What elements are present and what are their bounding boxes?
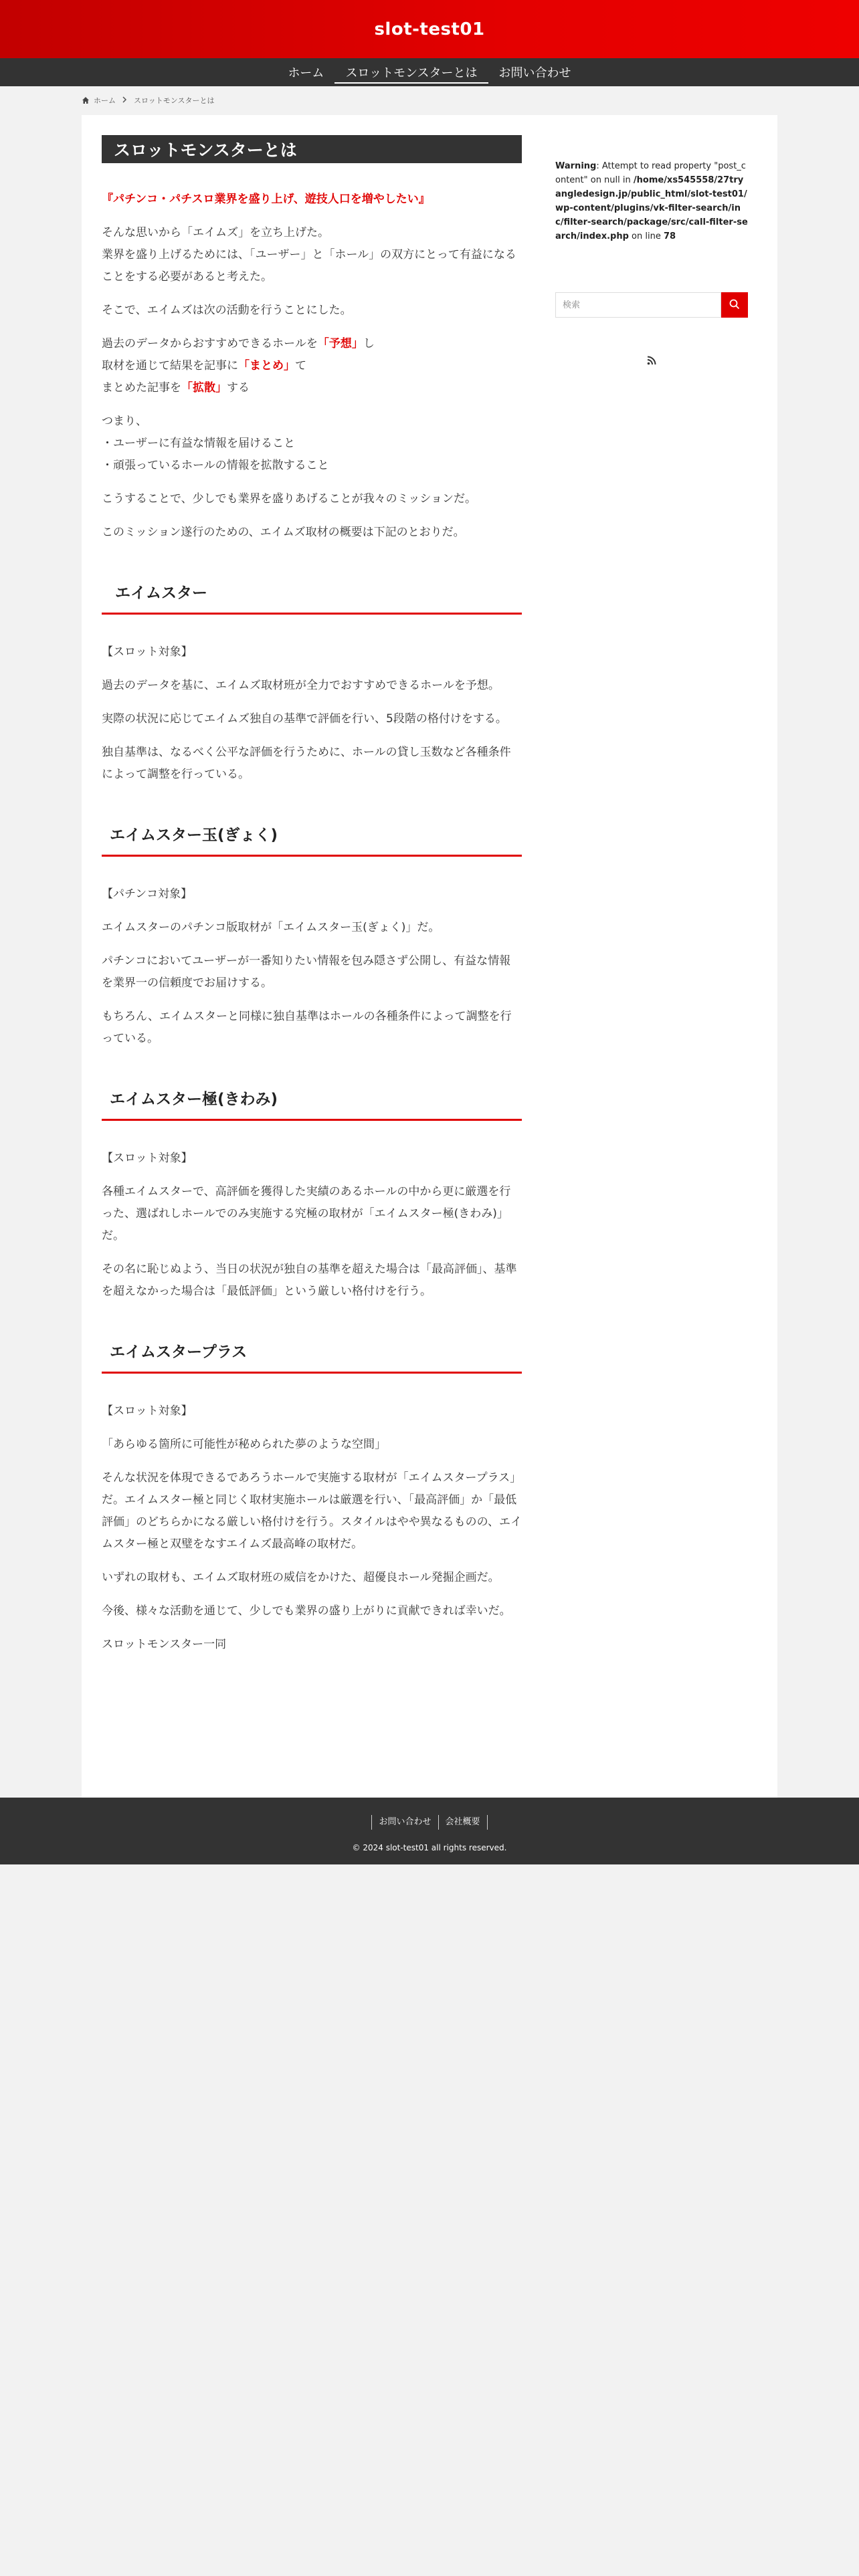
paragraph: 【パチンコ対象】 (102, 887, 193, 901)
chevron-right-icon (122, 96, 127, 105)
paragraph: こうすることで、少しでも業界を盛りあげることが我々のミッションだ。 (102, 492, 476, 506)
warning-line: 78 (663, 231, 676, 241)
highlight-kakusan: 「拡散」 (181, 381, 227, 395)
search-icon (729, 299, 740, 312)
paragraph: 【スロット対象】 (102, 1152, 193, 1165)
paragraph: その名に恥じぬよう、当日の状況が独自の基準を超えた場合は「最高評価」、基準を超えなかった場合は「最低評価」という厳しい格付けを行う。 (102, 1263, 517, 1298)
page-title: スロットモンスターとは (102, 135, 522, 163)
paragraph: 独自基準は、なるべく公平な評価を行うために、ホールの貸し玉数など各種条件によって調整を行っている。 (102, 746, 511, 781)
section-heading: エイムスター (102, 582, 522, 615)
signature: スロットモンスター一同 (102, 1638, 227, 1651)
lead-text: 『パチンコ・パチスロ業界を盛り上げ、遊技人口を増やしたい』 (102, 193, 430, 206)
paragraph: もちろん、エイムスターと同様に独自基準はホールの各種条件によって調整を行っている。 (102, 1010, 512, 1045)
text: まとめた記事を (102, 381, 181, 395)
paragraph: そんな状況を体現できるであろうホールで実施する取材が「エイムスタープラス」だ。エイムスター極と同じく取材実施ホールは厳選を行い、「最高評価」か「最低評価」のどちらかになる厳しい格付けを行う。スタイルはやや異なるものの、エイムスター極と双璧をなすエイムズ最高峰の取材だ。 (102, 1471, 522, 1551)
activities-paragraph (102, 333, 522, 399)
search-input[interactable] (555, 292, 721, 318)
php-warning (555, 159, 748, 243)
intro-line: そんな思いから「エイムズ」を立ち上げた。 (102, 226, 329, 239)
footer-link-contact[interactable]: お問い合わせ (371, 1815, 438, 1830)
highlight-yosou: 「予想」 (317, 337, 363, 350)
paragraph: そこで、エイムズは次の活動を行うことにした。 (102, 304, 352, 317)
sidebar (555, 159, 748, 368)
text: 取材を通じて結果を記事に (102, 359, 238, 372)
warning-online: on line (628, 231, 664, 241)
highlight-matome: 「まとめ」 (238, 359, 295, 372)
paragraph: 過去のデータを基に、エイムズ取材班が全力でおすすめできるホールを予想。 (102, 679, 500, 692)
content-container (82, 115, 777, 1798)
warning-path: /home/xs545558/27tryangledesign.jp/public_html/slot-test01/wp-content/plugins/vk-filter-search/inc/filter-search/package/src/call-filter-search/index.php (555, 175, 748, 241)
copyright: © 2024 slot-test01 all rights reserved. (352, 1843, 507, 1852)
paragraph: 今後、様々な活動を通じて、少しでも業界の盛り上がりに貢献できれば幸いだ。 (102, 1604, 511, 1618)
list-item: ・頑張っているホールの情報を拡散すること (102, 459, 329, 472)
text: する (227, 381, 250, 395)
site-header (0, 0, 859, 58)
footer-link-company[interactable]: 会社概要 (438, 1815, 488, 1830)
nav-item-home[interactable]: ホーム (288, 66, 324, 80)
nav-item-contact[interactable]: お問い合わせ (498, 66, 571, 80)
warning-label: Warning (555, 161, 597, 171)
paragraph: 【スロット対象】 (102, 645, 193, 659)
text: て (295, 359, 306, 372)
section-heading: エイムスタープラス (102, 1341, 522, 1374)
paragraph: 各種エイムスターで、高評価を獲得した実績のあるホールの中から更に厳選を行った、選ばれしホールでのみ実施する究極の取材が「エイムスター極(きわみ)」だ。 (102, 1185, 511, 1243)
text: 過去のデータからおすすめできるホールを (102, 337, 318, 350)
paragraph: いずれの取材も、エイムズ取材班の威信をかけた、超優良ホール発掘企画だ。 (102, 1571, 500, 1584)
breadcrumb-current: スロットモンスターとは (134, 96, 215, 105)
site-title[interactable]: slot-test01 (374, 19, 485, 39)
list-item: ・ユーザーに有益な情報を届けること (102, 437, 295, 450)
breadcrumb (82, 94, 214, 107)
warning-text: : Attempt to read property "post_content" on null in (555, 161, 746, 185)
rss-icon[interactable] (647, 355, 656, 368)
section-heading: エイムスター玉(ぎょく) (102, 825, 522, 857)
search-button[interactable] (721, 292, 748, 318)
intro-paragraph (102, 222, 522, 288)
paragraph: 【スロット対象】 (102, 1404, 193, 1418)
paragraph: 「あらゆる箇所に可能性が秘められた夢のような空間」 (102, 1438, 386, 1451)
text: つまり、 (102, 415, 147, 428)
section-heading: エイムスター極(きわみ) (102, 1089, 522, 1121)
breadcrumb-home[interactable]: ホーム (94, 96, 116, 105)
paragraph: 実際の状況に応じてエイムズ独自の基準で評価を行い、5段階の格付けをする。 (102, 712, 507, 726)
global-nav (0, 58, 859, 86)
home-icon (82, 96, 90, 104)
site-footer (0, 1798, 859, 1864)
rss-link[interactable] (555, 355, 748, 368)
search-form (555, 292, 748, 318)
paragraph: このミッション遂行のための、エイムズ取材の概要は下記のとおりだ。 (102, 526, 465, 539)
mission-list (102, 411, 522, 477)
entry-content (102, 189, 522, 1656)
nav-item-about[interactable]: スロットモンスターとは (335, 58, 488, 86)
paragraph: パチンコにおいてユーザーが一番知りたい情報を包み隠さず公開し、有益な情報を業界一の信頼度でお届けする。 (102, 954, 511, 990)
footer-nav (0, 1815, 859, 1830)
intro-line: 業界を盛り上げるためには、「ユーザー」と「ホール」の双方にとって有益になることをする必要があると考えた。 (102, 248, 516, 284)
main-content (102, 135, 522, 1667)
text: し (363, 337, 375, 350)
paragraph: エイムスターのパチンコ版取材が「エイムスター玉(ぎょく)」だ。 (102, 921, 440, 934)
